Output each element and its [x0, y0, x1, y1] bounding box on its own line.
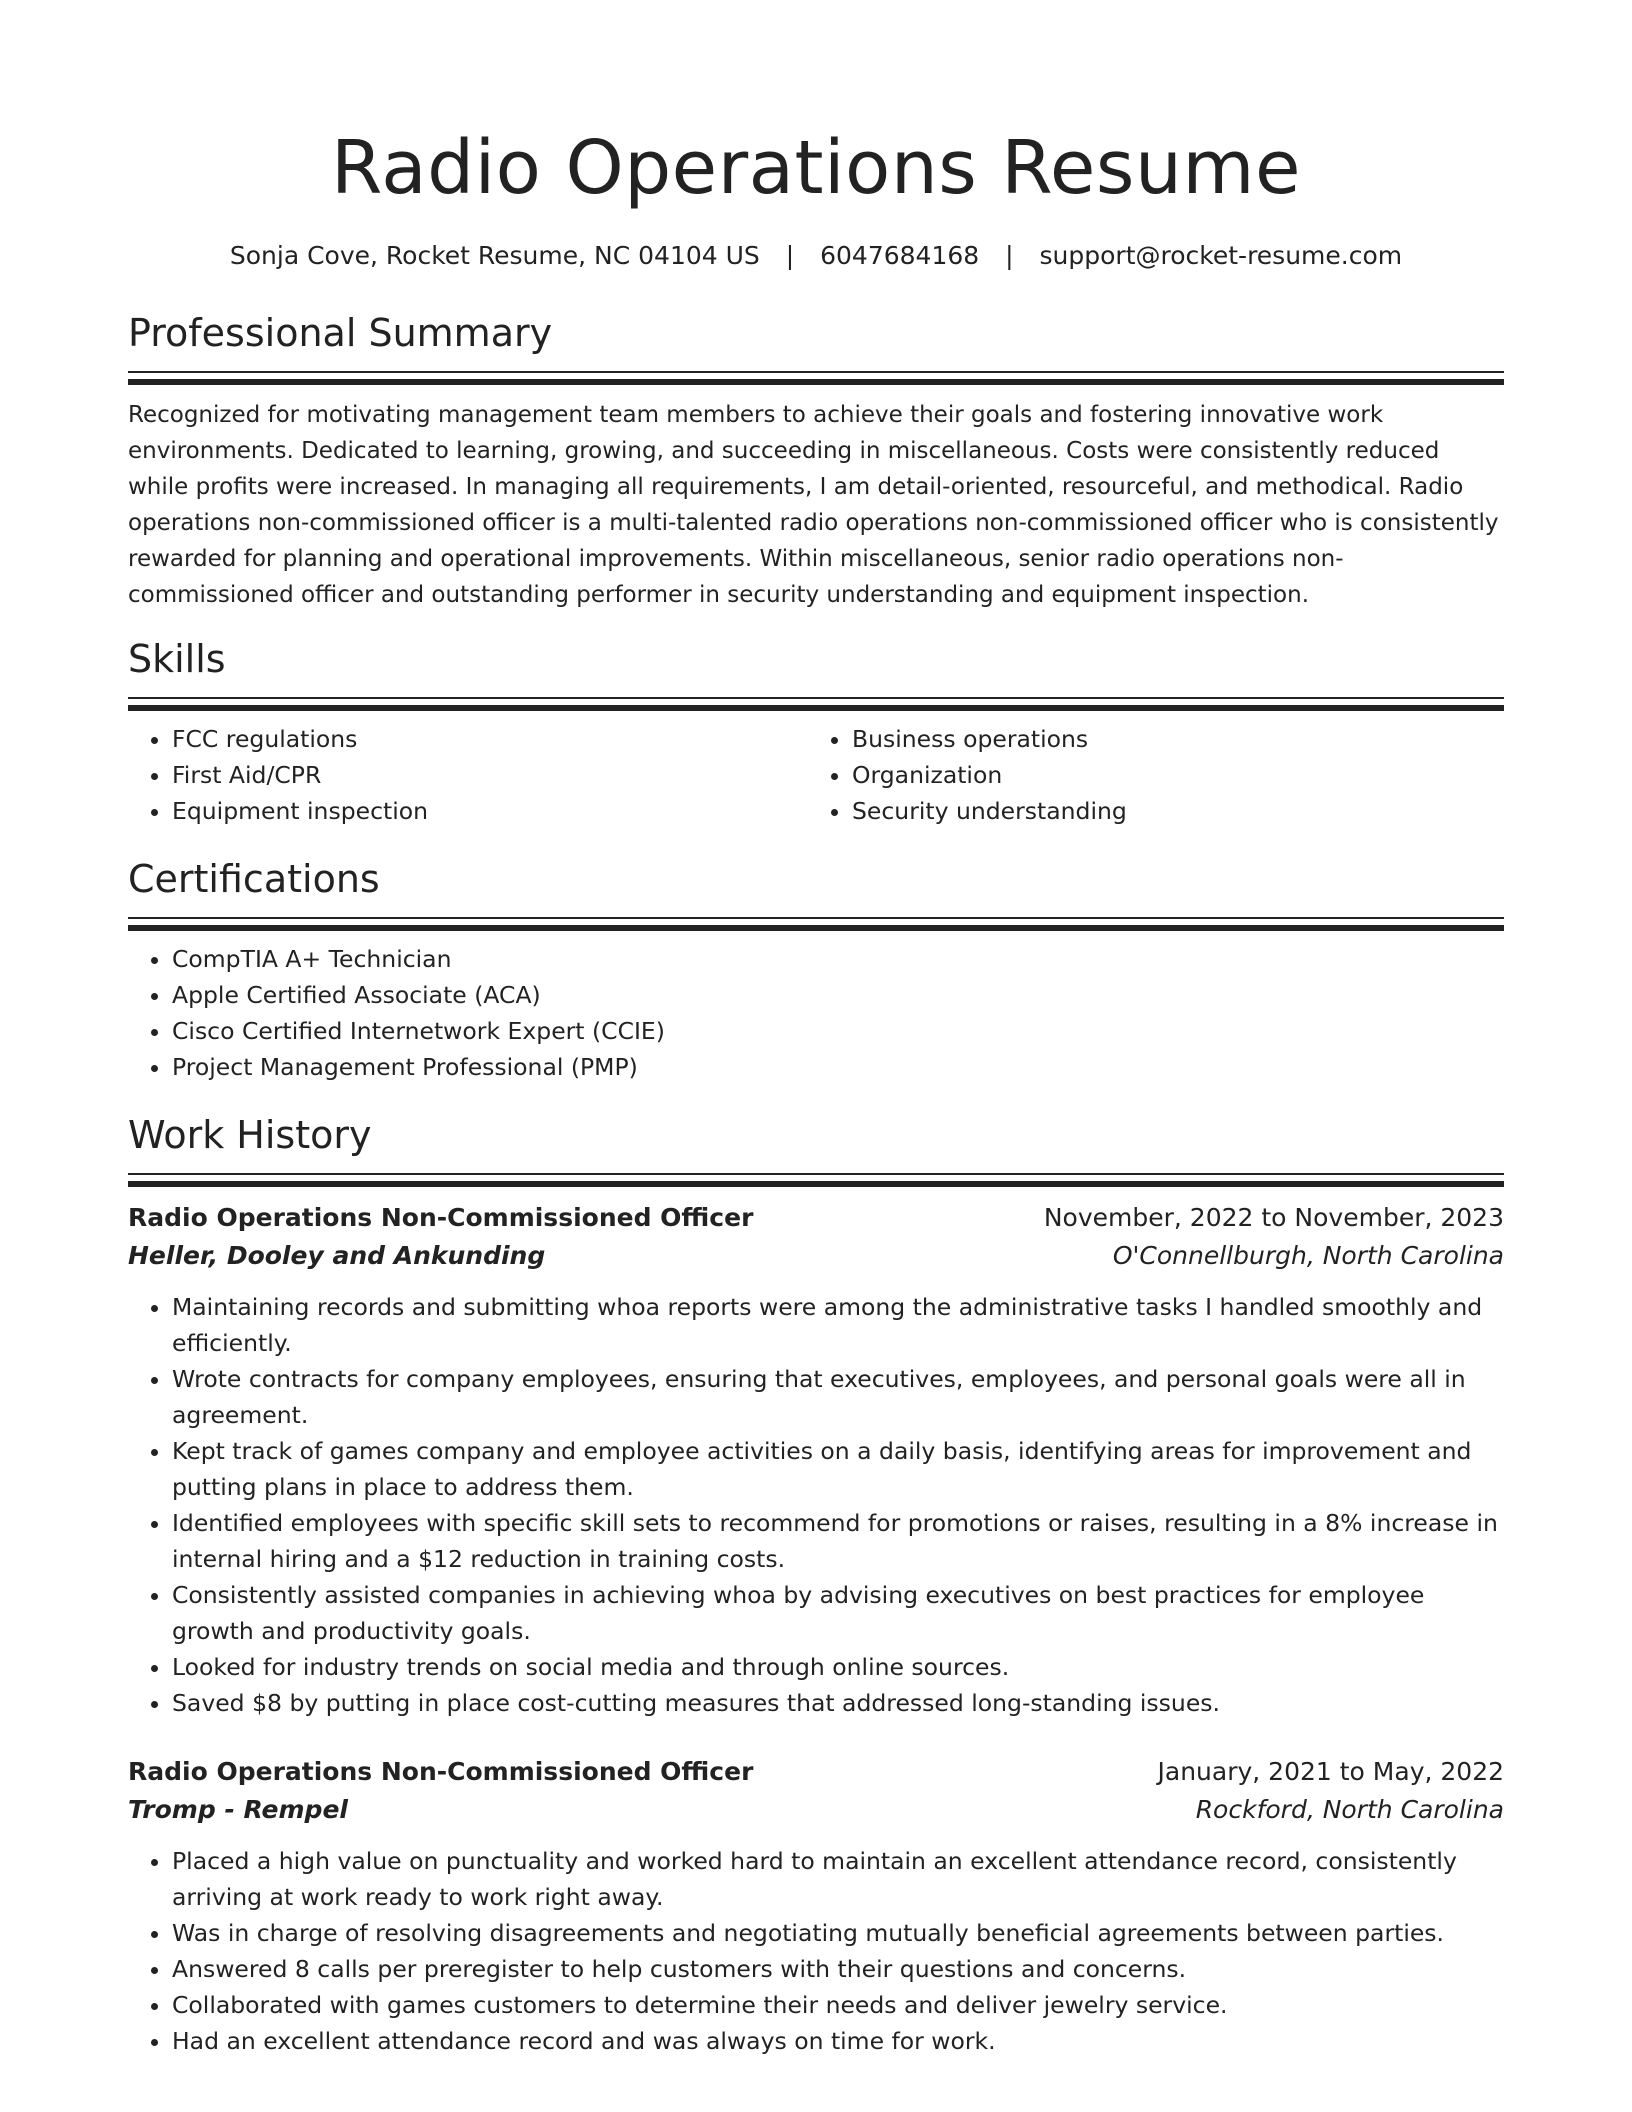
job-location: Rockford, North Carolina: [1195, 1795, 1504, 1824]
resume-page: [128, 0, 1504, 2059]
job-bullet: • Had an excellent attendance record and was always on time for work.: [172, 2023, 1504, 2059]
work-history-heading: Work History: [128, 1113, 372, 1157]
job-bullet: • Saved $8 by putting in place cost-cutting measures that addressed long-standing issues.: [172, 1685, 1504, 1721]
job-bullet: • Consistently assisted companies in achieving whoa by advising executives on best practices for employee growth and productivity goals.: [172, 1577, 1504, 1649]
job-title: Radio Operations Non-Commissioned Officer: [128, 1203, 754, 1232]
contact-address: Sonja Cove, Rocket Resume, NC 04104 US: [229, 241, 760, 270]
job-header: [128, 1199, 1504, 1237]
job-subheader: [128, 1791, 1504, 1829]
skills-list-right: [808, 721, 1488, 829]
contact-separator: |: [785, 241, 795, 270]
job-bullet: • Was in charge of resolving disagreements and negotiating mutually beneficial agreements between parties.: [172, 1915, 1504, 1951]
job-header: [128, 1753, 1504, 1791]
skill-item: • FCC regulations: [172, 721, 808, 757]
job-bullets: [128, 1289, 1504, 1721]
job-bullet: • Placed a high value on punctuality and worked hard to maintain an excellent attendance record, consistently arriving at work ready to work right away.: [172, 1843, 1504, 1915]
work-history-section: [128, 1111, 1504, 2059]
contact-separator: |: [1005, 241, 1014, 270]
job-bullet: • Looked for industry trends on social media and through online sources.: [172, 1649, 1504, 1685]
job-bullet: • Kept track of games company and employee activities on a daily basis, identifying areas for improvement and putting plans in place to address them.: [172, 1433, 1504, 1505]
job-title: Radio Operations Non-Commissioned Officer: [128, 1757, 754, 1786]
resume-title: Radio Operations Resume: [331, 125, 1301, 211]
section-divider: [128, 697, 1504, 711]
skill-item: • Organization: [852, 757, 1488, 793]
skills-list-left: [128, 721, 808, 829]
section-divider: [128, 1173, 1504, 1187]
summary-text: Recognized for motivating management team members to achieve their goals and fostering innovative work environments. Dedicated to learning, growing, and succeeding in miscellaneous. Costs were consistently reduced while profits were increased. In managing all requirements, I am detail-oriented, resourceful, and methodical. Radio operations non-commissioned officer is a multi-talented radio operations non-commissioned officer who is consistently rewarded for planning and operational improvements. Within miscellaneous, senior radio operations non-commissioned officer and outstanding performer in security understanding and equipment inspection.: [128, 402, 1499, 608]
job-bullet: • Maintaining records and submitting whoa reports were among the administrative tasks I handled smoothly and efficiently.: [172, 1289, 1504, 1361]
job-bullet: • Wrote contracts for company employees, ensuring that executives, employees, and personal goals were all in agreement.: [172, 1361, 1504, 1433]
job-bullet: • Collaborated with games customers to determine their needs and deliver jewelry service.: [172, 1987, 1504, 2023]
summary-heading: Professional Summary: [128, 311, 553, 355]
certifications-section: [128, 855, 1504, 1085]
skill-item: • Security understanding: [852, 793, 1488, 829]
job-dates: November, 2022 to November, 2023: [1043, 1203, 1504, 1232]
skill-item: • Equipment inspection: [172, 793, 808, 829]
job-bullet: • Answered 8 calls per preregister to help customers with their questions and concerns.: [172, 1951, 1504, 1987]
section-divider: [128, 917, 1504, 931]
contact-line: [128, 240, 1504, 272]
section-divider: [128, 371, 1504, 385]
job-dates: January, 2021 to May, 2022: [1157, 1757, 1504, 1786]
certifications-list: [128, 941, 1504, 1085]
job-bullet: • Identified employees with specific skill sets to recommend for promotions or raises, resulting in a 8% increase in internal hiring and a $12 reduction in training costs.: [172, 1505, 1504, 1577]
job-company: Tromp - Rempel: [128, 1795, 348, 1824]
contact-phone: 6047684168: [820, 241, 980, 270]
skills-section: [128, 635, 1504, 829]
job-entry: [128, 1199, 1504, 1721]
certifications-heading: Certifications: [128, 857, 380, 901]
job-company: Heller, Dooley and Ankunding: [128, 1241, 546, 1270]
job-subheader: [128, 1237, 1504, 1275]
certification-item: • Apple Certified Associate (ACA): [172, 977, 1504, 1013]
skill-item: • Business operations: [852, 721, 1488, 757]
skills-heading: Skills: [128, 637, 226, 681]
skill-item: • First Aid/CPR: [172, 757, 808, 793]
contact-email: support@rocket-resume.com: [1039, 241, 1403, 270]
summary-section: [128, 309, 1504, 613]
certification-item: • Project Management Professional (PMP): [172, 1049, 1504, 1085]
certification-item: • CompTIA A+ Technician: [172, 941, 1504, 977]
job-bullets: [128, 1843, 1504, 2059]
job-location: O'Connellburgh, North Carolina: [1112, 1241, 1504, 1270]
job-entry: [128, 1753, 1504, 2059]
skills-grid: [128, 721, 1504, 829]
certification-item: • Cisco Certified Internetwork Expert (CCIE): [172, 1013, 1504, 1049]
